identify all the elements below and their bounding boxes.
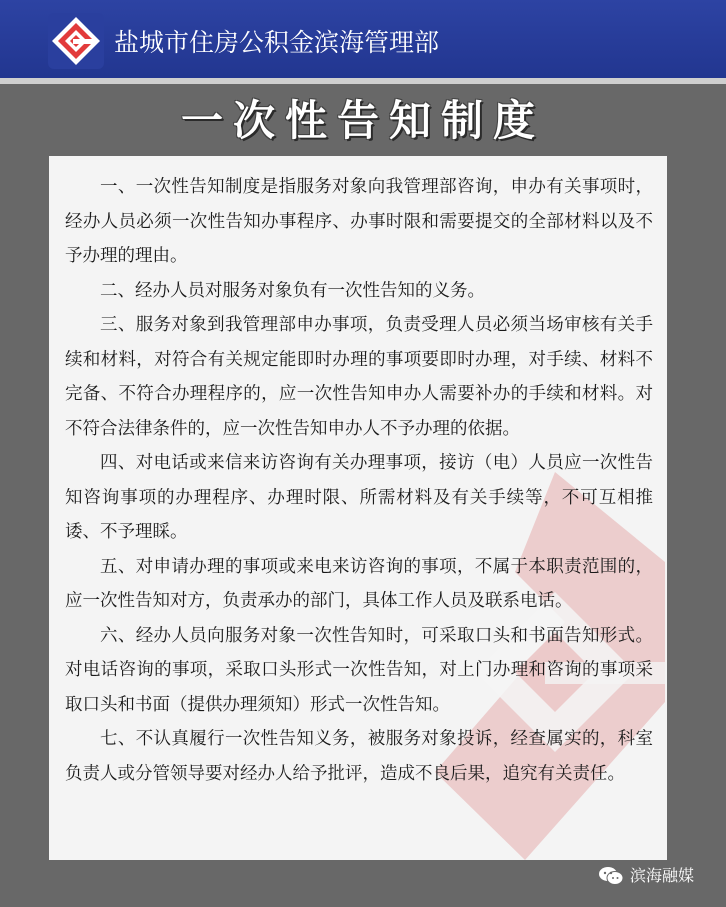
notice-paragraph-3: 三、服务对象到我管理部申办事项，负责受理人员必须当场审核有关手续和材料，对符合有关规定能即时办理的事项要即时办理，对手续、材料不完备、不符合办理程序的，应一次性告知申办人需要补办的手续和材料。对不符合法律条件的，应一次性告知申办人不予办理的依据。 bbox=[65, 315, 653, 439]
wechat-icon bbox=[598, 866, 624, 886]
notice-paragraph-5: 五、对申请办理的事项或来电来访咨询的事项，不属于本职责范围的，应一次性告知对方，负责承办的部门，具体工作人员及联系电话。 bbox=[65, 556, 653, 611]
header-banner bbox=[0, 0, 726, 84]
notice-body bbox=[65, 170, 653, 791]
source-label: 滨海融媒 bbox=[630, 866, 695, 885]
content-card bbox=[49, 156, 667, 860]
org-name: 盐城市住房公积金滨海管理部 bbox=[114, 28, 440, 57]
notice-paragraph-6: 六、经办人员向服务对象一次性告知时，可采取口头和书面告知形式。对电话咨询的事项，采取口头形式一次性告知，对上门办理和咨询的事项采取口头和书面（提供办理须知）形式一次性告知。 bbox=[65, 625, 653, 715]
housing-fund-logo-icon bbox=[48, 13, 104, 69]
notice-paragraph-2: 二、经办人员对服务对象负有一次性告知的义务。 bbox=[100, 280, 485, 301]
page-title: 一次性告知制度 bbox=[180, 96, 545, 145]
notice-paragraph-4: 四、对电话或来信来访咨询有关办理事项，接访（电）人员应一次性告知咨询事项的办理程序、办理时限、所需材料及有关手续等，不可互相推诿、不予理睬。 bbox=[65, 453, 653, 542]
notice-paragraph-1: 一、一次性告知制度是指服务对象向我管理部咨询，申办有关事项时，经办人员必须一次性告知办事程序、办事时限和需要提交的全部材料以及不予办理的理由。 bbox=[65, 177, 653, 266]
notice-paragraph-7: 七、不认真履行一次性告知义务，被服务对象投诉，经查属实的，科室负责人或分管领导要对经办人给予批评，造成不良后果，追究有关责任。 bbox=[65, 729, 653, 784]
